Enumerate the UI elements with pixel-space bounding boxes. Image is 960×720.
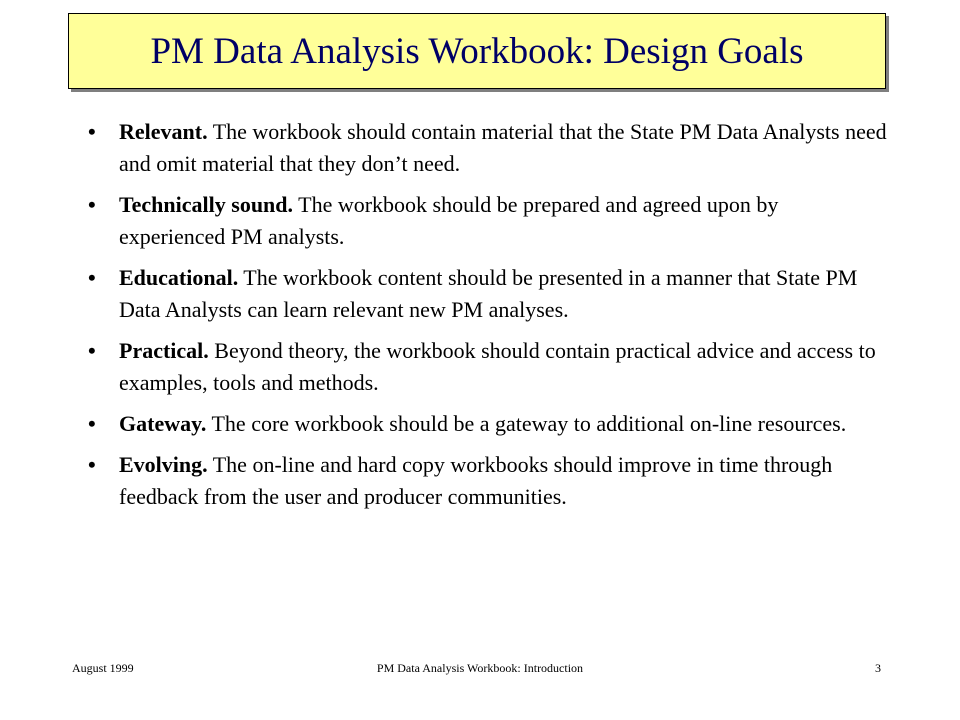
bullet-text: The workbook content should be presented in a manner that State PM Data Analysts can learn relevant new PM analyses. xyxy=(119,265,858,322)
footer-page-number: 3 xyxy=(875,661,881,675)
bullet-dot-icon: • xyxy=(88,119,96,144)
bullet-term: Evolving. xyxy=(119,452,208,477)
bullet-dot-icon: • xyxy=(88,192,96,217)
bullet-term: Practical. xyxy=(119,338,209,363)
footer-date: August 1999 xyxy=(72,661,134,675)
bullet-item-relevant xyxy=(88,116,888,180)
bullet-text: The core workbook should be a gateway to additional on-line resources. xyxy=(206,411,847,436)
bullet-item-practical xyxy=(88,335,888,399)
bullet-dot-icon: • xyxy=(88,265,96,290)
bullet-item-gateway xyxy=(88,408,888,440)
bullet-text: The on-line and hard copy workbooks should improve in time through feedback from the user and producer communities. xyxy=(119,452,833,509)
slide-title-box xyxy=(68,13,886,89)
slide-title: PM Data Analysis Workbook: Design Goals xyxy=(150,30,804,72)
footer-title: PM Data Analysis Workbook: Introduction xyxy=(376,661,584,675)
bullet-dot-icon: • xyxy=(88,411,96,436)
bullet-list xyxy=(88,116,888,522)
bullet-term: Gateway. xyxy=(119,411,207,436)
bullet-text: Beyond theory, the workbook should contain practical advice and access to examples, tools and methods. xyxy=(119,338,876,395)
bullet-term: Relevant. xyxy=(119,119,208,144)
bullet-dot-icon: • xyxy=(88,452,96,477)
bullet-item-technically-sound xyxy=(88,189,888,253)
bullet-term: Educational. xyxy=(119,265,239,290)
bullet-text: The workbook should be prepared and agreed upon by experienced PM analysts. xyxy=(119,192,779,249)
bullet-dot-icon: • xyxy=(88,338,96,363)
bullet-text: The workbook should contain material that the State PM Data Analysts need and omit material that they don’t need. xyxy=(119,119,887,176)
bullet-term: Technically sound. xyxy=(119,192,294,217)
bullet-item-evolving xyxy=(88,449,888,513)
bullet-item-educational xyxy=(88,262,888,326)
